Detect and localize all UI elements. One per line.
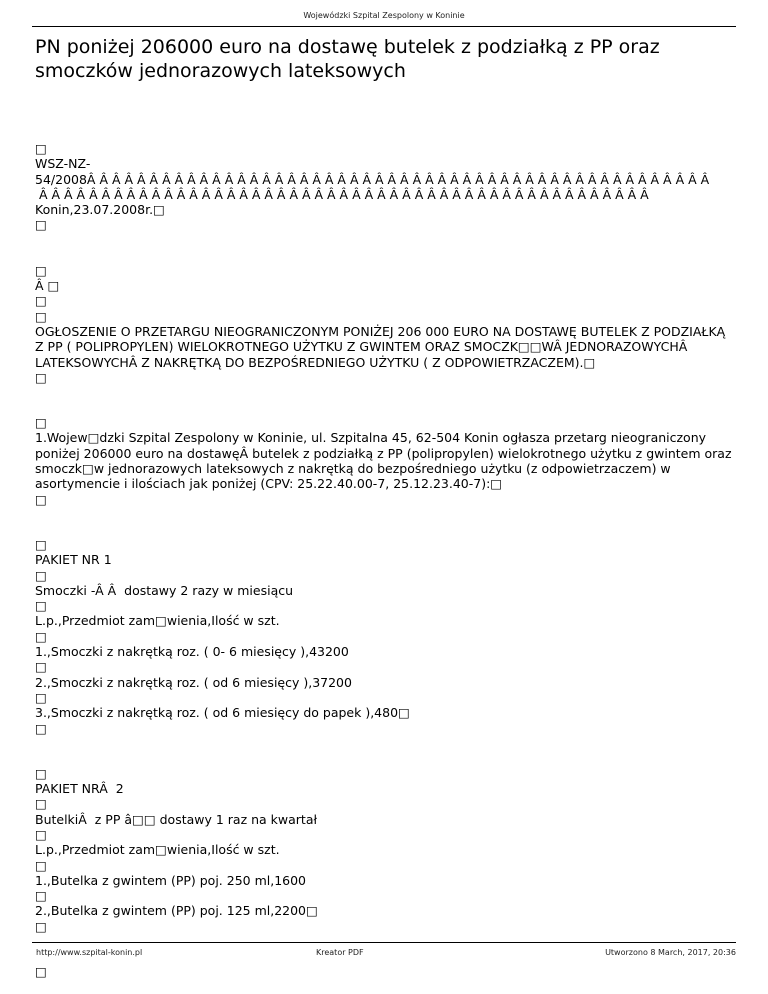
package-1-delivery: Smoczki -Â Â dostawy 2 razy w miesiącu: [35, 582, 294, 598]
placeholder-box: □: [35, 217, 47, 233]
placeholder-box: □: [35, 262, 47, 278]
reference-number-continued: Â Â Â Â Â Â Â Â Â Â Â Â Â Â Â Â Â Â Â Â Â Â Â Â Â Â Â Â Â Â Â Â Â Â Â Â Â Â Â Â Â Â Â Â Â Â Â Â Â: [35, 186, 649, 202]
document-title: PN poniżej 206000 euro na dostawę butelek z podziałką z PP oraz smoczków jednorazowych lateksowych: [35, 36, 660, 82]
placeholder-box: □: [35, 720, 47, 736]
placeholder-box: Â □: [35, 278, 60, 294]
placeholder-box: □: [35, 659, 47, 675]
placeholder-box: □: [35, 536, 47, 552]
footer-generator: Kreator PDF: [316, 948, 364, 957]
placeholder-box: □: [35, 888, 47, 904]
placeholder-box: □: [35, 567, 47, 583]
placeholder-box: □: [35, 765, 47, 781]
header-divider: [32, 26, 736, 27]
placeholder-box: □: [35, 964, 47, 980]
placeholder-box: □: [35, 857, 47, 873]
package-1-title: PAKIET NR 1: [35, 552, 112, 568]
placeholder-box: □: [35, 918, 47, 934]
placeholder-box: □: [35, 491, 47, 507]
package-1-columns: L.p.,Przedmiot zam□wienia,Ilość w szt.: [35, 613, 280, 629]
package-1-row: 1.,Smoczki z nakrętką roz. ( 0- 6 miesięcy ),43200: [35, 644, 349, 660]
package-2-delivery: ButelkiÂ z PP â□□ dostawy 1 raz na kwartał: [35, 811, 318, 827]
place-and-date: Konin,23.07.2008r.□: [35, 202, 165, 218]
placeholder-box: □: [35, 141, 47, 156]
package-2-title: PAKIET NRÂ 2: [35, 781, 124, 797]
document-body: [35, 141, 735, 979]
intro-paragraph: 1.Wojew□dzki Szpital Zespolony w Koninie, ul. Szpitalna 45, 62-504 Konin ogłasza przetarg nieograniczony poniżej 206000 euro na dostawęÂ butelek z podziałką z PP (polipropylen) wielokrotnego użytku z gwintem oraz smoczk□w jednorazowych lateksowych z nakrętką do bezpośredniego użytku (z odpowietrzaczem) w asortymencie i ilościach jak poniżej (CPV: 25.22.40.00-7, 25.12.23.40-7):□: [35, 430, 732, 492]
package-1-row: 3.,Smoczki z nakrętką roz. ( od 6 miesięcy do papek ),480□: [35, 705, 410, 721]
placeholder-box: □: [35, 796, 47, 812]
package-2-row: 2.,Butelka z gwintem (PP) poj. 125 ml,2200□: [35, 903, 318, 919]
footer-created: Utworzono 8 March, 2017, 20:36: [605, 948, 736, 957]
package-2-columns: L.p.,Przedmiot zam□wienia,Ilość w szt.: [35, 842, 280, 858]
placeholder-box: □: [35, 826, 47, 842]
placeholder-box: □: [35, 598, 47, 614]
package-1-row: 2.,Smoczki z nakrętką roz. ( od 6 miesięcy ),37200: [35, 674, 352, 690]
announcement-heading: OGŁOSZENIE O PRZETARGU NIEOGRANICZONYM PONIŻEJ 206 000 EURO NA DOSTAWĘ BUTELEK Z PODZIAŁKĄ Z PP ( POLIPROPYLEN) WIELOKROTNEGO UŻYTKU Z GWINTEM ORAZ SMOCZK□□WÂ JEDNORAZOWYCHÂ LATEKSOWYCHÂ Z NAKRĘTKĄ DO BEZPOŚREDNIEGO UŻYTKU ( Z ODPOWIETRZACZEM).□: [35, 323, 726, 370]
footer-url: http://www.szpital-konin.pl: [36, 948, 143, 957]
reference-number-continued: 54/2008Â Â Â Â Â Â Â Â Â Â Â Â Â Â Â Â Â Â Â Â Â Â Â Â Â Â Â Â Â Â Â Â Â Â Â Â Â Â Â Â Â Â Â Â Â Â Â Â Â Â: [35, 171, 710, 187]
placeholder-box: □: [35, 415, 47, 431]
reference-number: WSZ-NZ-: [35, 156, 91, 172]
placeholder-box: □: [35, 369, 47, 385]
placeholder-box: □: [35, 689, 47, 705]
footer-divider: [32, 942, 736, 943]
placeholder-box: □: [35, 308, 47, 324]
page-header: Wojewódzki Szpital Zespolony w Koninie: [303, 11, 465, 20]
package-2-row: 1.,Butelka z gwintem (PP) poj. 250 ml,1600: [35, 872, 307, 888]
placeholder-box: □: [35, 293, 47, 309]
placeholder-box: □: [35, 628, 47, 644]
